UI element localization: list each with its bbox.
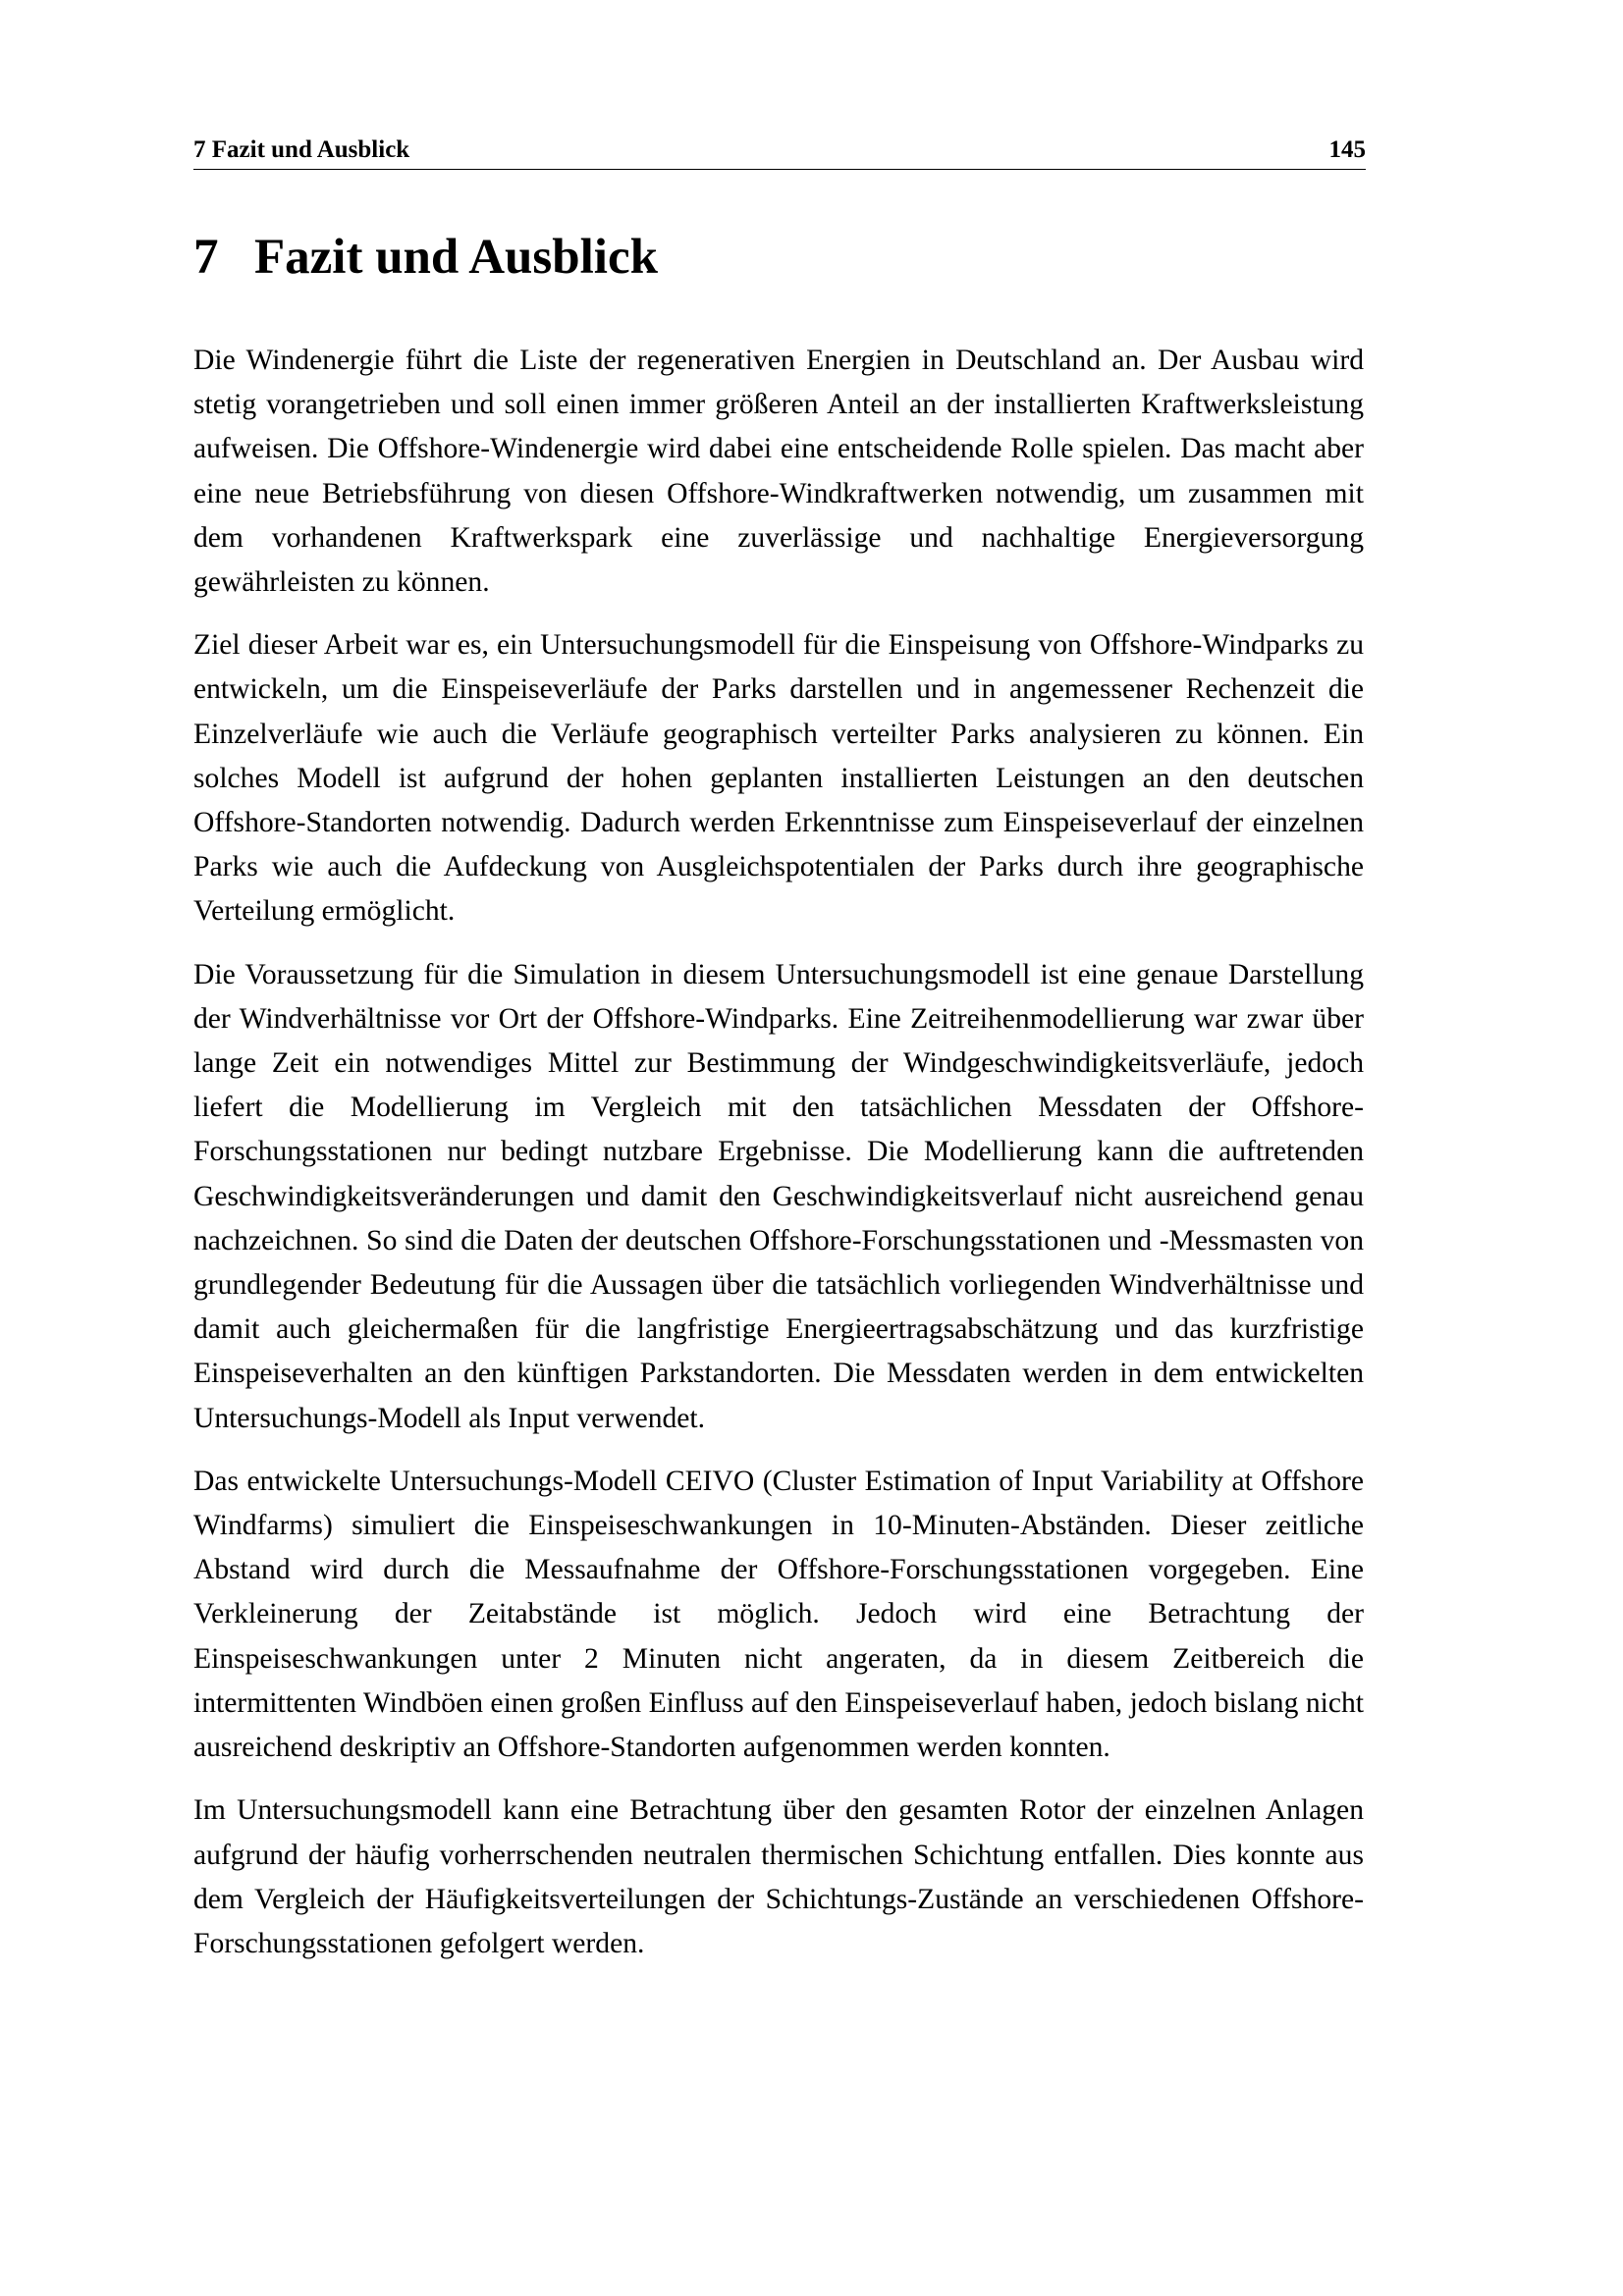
running-header <box>193 135 1366 170</box>
paragraph-3: Die Voraussetzung für die Simulation in diesem Untersuchungsmodell ist eine genaue Darstellung der Windverhältnisse vor Ort der Offshore-Windparks. Eine Zeitreihenmodellierung war zwar über lange Zeit ein notwendiges Mittel zur Bestimmung der Windgeschwindigkeitsverläufe, jedoch liefert die Modellierung im Vergleich mit den tatsächlichen Messdaten der Offshore-Forschungsstationen nur bedingt nutzbare Ergebnisse. Die Modellierung kann die auftretenden Geschwindigkeitsveränderungen und damit den Geschwindigkeitsverlauf nicht ausreichend genau nachzeichnen. So sind die Daten der deutschen Offshore-Forschungsstationen und -Messmasten von grundlegender Bedeutung für die Aussagen über die tatsächlich vorliegenden Windverhältnisse und damit auch gleichermaßen für die langfristige Energieertragsabschätzung und das kurzfristige Einspeiseverhalten an den künftigen Parkstandorten. Die Messdaten werden in dem entwickelten Untersuchungs-Modell als Input verwendet. <box>193 958 1364 1434</box>
paragraph-2: Ziel dieser Arbeit war es, ein Untersuchungsmodell für die Einspeisung von Offshore-Windparks zu entwickeln, um die Einspeiseverläufe der Parks darstellen und in angemessener Rechenzeit die Einzelverläufe wie auch die Verläufe geographisch verteilter Parks analysieren zu können. Ein solches Modell ist aufgrund der hohen geplanten installierten Leistungen an den deutschen Offshore-Standorten notwendig. Dadurch werden Erkenntnisse zum Einspeiseverlauf der einzelnen Parks wie auch die Aufdeckung von Ausgleichspotentialen der Parks durch ihre geographische Verteilung ermöglicht. <box>193 629 1364 928</box>
running-header-title: 7 Fazit und Ausblick <box>193 136 410 163</box>
page-number: 145 <box>1328 136 1366 163</box>
chapter-heading <box>193 228 658 287</box>
body-text <box>193 339 1364 1985</box>
chapter-title: Fazit und Ausblick <box>254 230 658 285</box>
chapter-number: 7 <box>193 230 219 285</box>
paragraph-1: Die Windenergie führt die Liste der regenerativen Energien in Deutschland an. Der Ausbau wird stetig vorangetrieben und soll einen immer größeren Anteil an der installierten Kraftwerksleistung aufweisen. Die Offshore-Windenergie wird dabei eine entscheidende Rolle spielen. Das macht aber eine neue Betriebsführung von diesen Offshore-Windkraftwerken notwendig, um zusammen mit dem vorhandenen Kraftwerkspark eine zuverlässige und nachhaltige Energieversorgung gewährleisten zu können. <box>193 345 1364 599</box>
paragraph-5: Im Untersuchungsmodell kann eine Betrachtung über den gesamten Rotor der einzelnen Anlagen aufgrund der häufig vorherrschenden neutralen thermischen Schichtung entfallen. Dies konnte aus dem Vergleich der Häufigkeitsverteilungen der Schichtungs-Zustände an verschiedenen Offshore-Forschungsstationen gefolgert werden. <box>193 1794 1364 1959</box>
paragraph-4: Das entwickelte Untersuchungs-Modell CEIVO (Cluster Estimation of Input Variability at Offshore Windfarms) simuliert die Einspeiseschwankungen in 10-Minuten-Abständen. Dieser zeitliche Abstand wird durch die Messaufnahme der Offshore-Forschungsstationen vorgegeben. Eine Verkleinerung der Zeitabstände ist möglich. Jedoch wird eine Betrachtung der Einspeiseschwankungen unter 2 Minuten nicht angeraten, da in diesem Zeitbereich die intermittenten Windböen einen großen Einfluss auf den Einspeiseverlauf haben, jedoch bislang nicht ausreichend deskriptiv an Offshore-Standorten aufgenommen werden konnten. <box>193 1465 1364 1764</box>
